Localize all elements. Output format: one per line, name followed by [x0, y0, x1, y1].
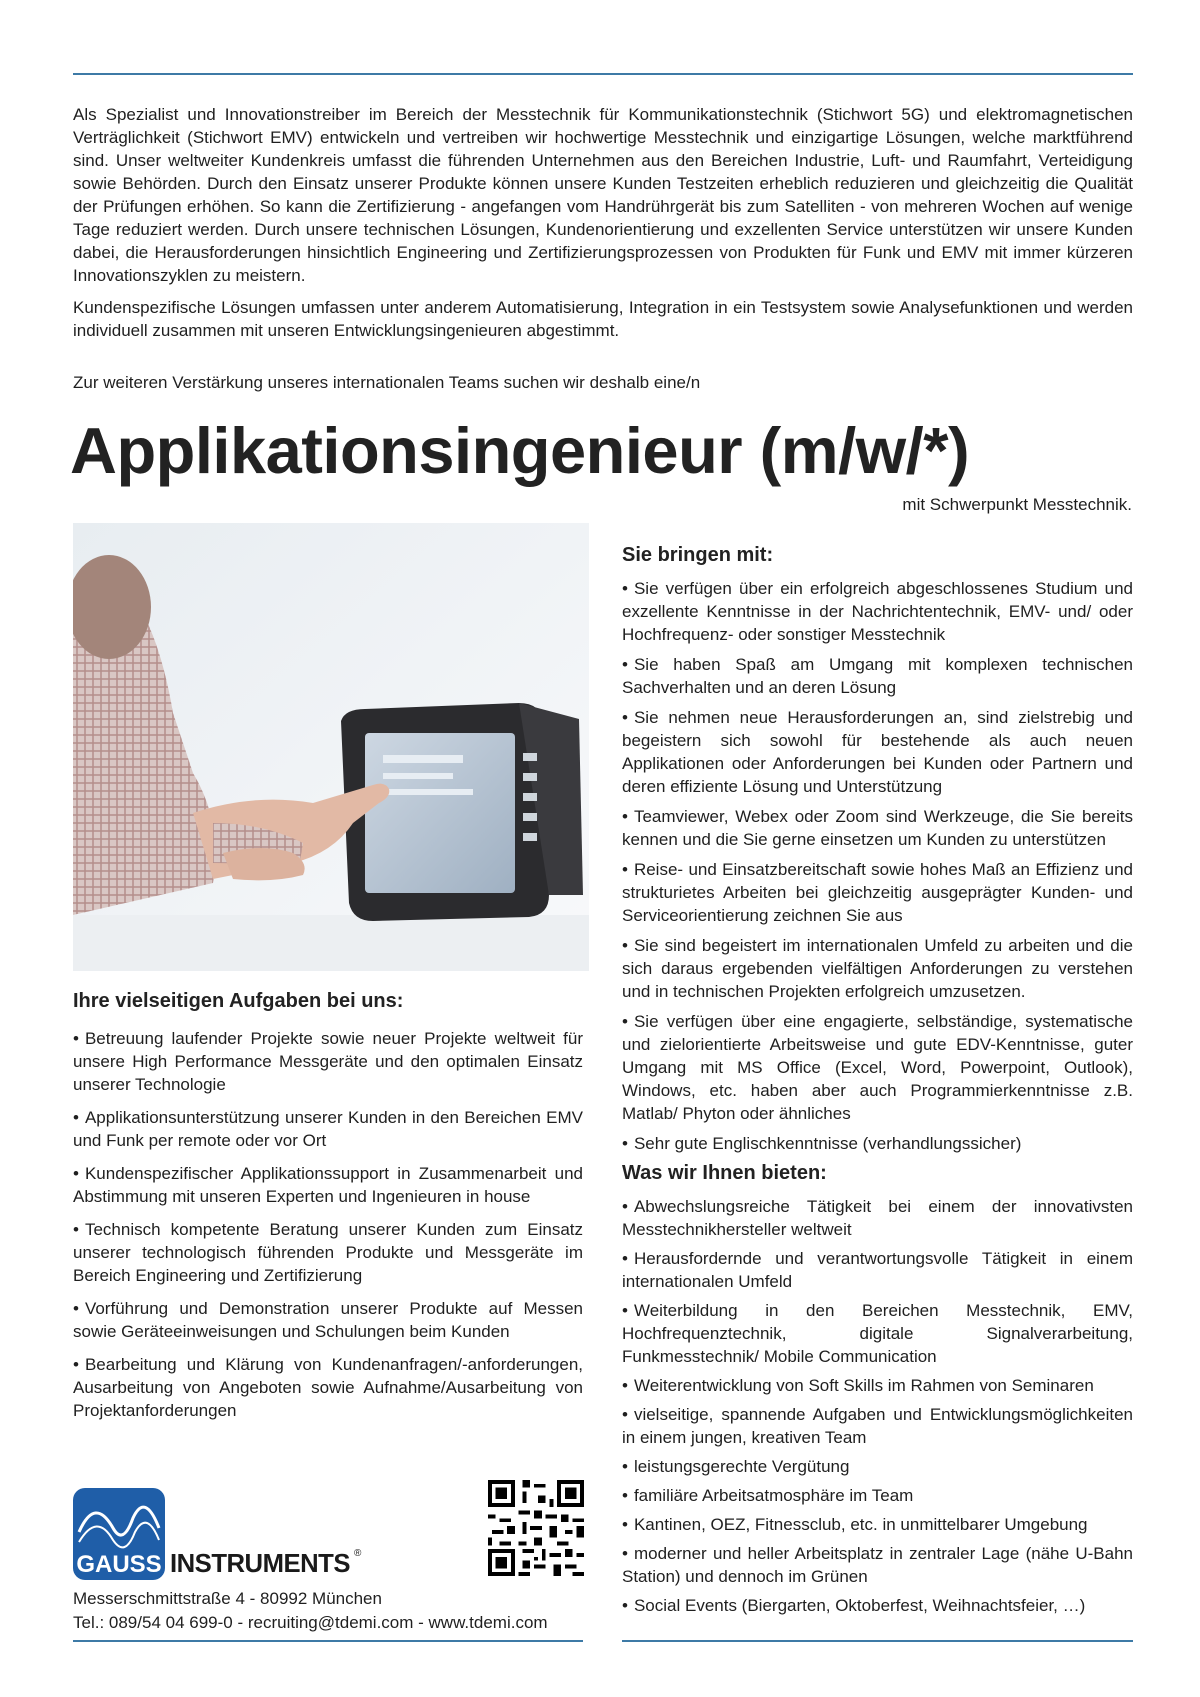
list-item: • moderner und heller Arbeitsplatz in zentraler Lage (nähe U-Bahn Station) und dennoch im Grünen [622, 1542, 1133, 1588]
tasks-section [73, 990, 583, 1432]
qr-code [488, 1480, 584, 1576]
registered-mark: ® [354, 1548, 362, 1559]
tasks-heading: Ihre vielseitigen Aufgaben bei uns: [73, 990, 404, 1012]
lead-sentence: Zur weiteren Verstärkung unseres internationalen Teams suchen wir deshalb eine/n [73, 373, 701, 392]
company-contact [73, 1587, 548, 1635]
list-item: • Weiterbildung in den Bereichen Messtechnik, EMV, Hochfrequenztechnik, digitale Signalverarbeitung, Funkmesstechnik/ Mobile Communication [622, 1299, 1133, 1368]
job-subtitle: mit Schwerpunkt Messtechnik. [902, 495, 1132, 514]
list-item: • Reise- und Einsatzbereitschaft sowie hohes Maß an Effizienz und strukturietes Arbeiten bei gleichzeitig ausgeprägter Kunden- und Serviceorientierung zeichnen Sie aus [622, 858, 1133, 927]
intro-paragraph-2: Kundenspezifische Lösungen umfassen unter anderem Automatisierung, Integration in ein Testsystem sowie Analysefunktionen und werden individuell zusammen mit unseren Entwicklungsingenieuren abgestimmt. [73, 298, 1133, 340]
list-item: • familiäre Arbeitsatmosphäre im Team [622, 1484, 1133, 1507]
list-item: • Sie verfügen über ein erfolgreich abgeschlossenes Studium und exzellente Kenntnisse in der Nachrichtentechnik, EMV- und/ oder Hochfrequenz- oder sonstiger Messtechnik [622, 577, 1133, 646]
logo-word-gauss: GAUSS [76, 1551, 162, 1578]
offer-heading: Was wir Ihnen bieten: [622, 1162, 827, 1184]
requirements-and-offer [622, 544, 1133, 1623]
list-item: • Kantinen, OEZ, Fitnessclub, etc. in unmittelbarer Umgebung [622, 1513, 1133, 1536]
list-item: • Weiterentwicklung von Soft Skills im Rahmen von Seminaren [622, 1374, 1133, 1397]
company-address: Messerschmittstraße 4 - 80992 München [73, 1589, 382, 1608]
tasks-list [73, 1027, 583, 1422]
offer-list [622, 1195, 1133, 1617]
engineer-illustration [73, 523, 589, 971]
list-item: • Social Events (Biergarten, Oktoberfest, Weihnachtsfeier, …) [622, 1594, 1133, 1617]
list-item: • Kundenspezifischer Applikationssupport in Zusammenarbeit und Abstimmung mit unseren Experten und Ingenieuren in house [73, 1162, 583, 1208]
company-phone-email-web: Tel.: 089/54 04 699-0 - recruiting@tdemi.com - www.tdemi.com [73, 1613, 548, 1632]
qr-code-graphic [488, 1480, 584, 1576]
list-item: • vielseitige, spannende Aufgaben und Entwicklungsmöglichkeiten in einem jungen, kreativen Team [622, 1403, 1133, 1449]
bottom-divider-left [73, 1640, 583, 1642]
requirements-list [622, 577, 1133, 1155]
list-item: • Sehr gute Englischkenntnisse (verhandlungssicher) [622, 1132, 1133, 1155]
list-item: • Herausfordernde und verantwortungsvolle Tätigkeit in einem internationalen Umfeld [622, 1247, 1133, 1293]
list-item: • Vorführung und Demonstration unserer Produkte auf Messen sowie Geräteeinweisungen und Schulungen beim Kunden [73, 1297, 583, 1343]
company-logo [73, 1488, 373, 1580]
list-item: • Betreuung laufender Projekte sowie neuer Projekte weltweit für unsere High Performance Messgeräte und den optimalen Einsatz unserer Technologie [73, 1027, 583, 1096]
list-item: • Sie nehmen neue Herausforderungen an, sind zielstrebig und begeistern sich sowohl für bestehende als auch neuen Applikationen oder Anforderungen bei Kunden oder Partnern und deren effiziente Lösung und Unterstützung [622, 706, 1133, 798]
engineer-photo [73, 523, 589, 971]
list-item: • Abwechslungsreiche Tätigkeit bei einem der innovativsten Messtechnikhersteller weltweit [622, 1195, 1133, 1241]
logo-word-instruments: INSTRUMENTS [170, 1548, 351, 1578]
list-item: • Sie haben Spaß am Umgang mit komplexen technischen Sachverhalten und an deren Lösung [622, 653, 1133, 699]
bottom-divider-right [622, 1640, 1133, 1642]
list-item: • Applikationsunterstützung unserer Kunden in den Bereichen EMV und Funk per remote oder vor Ort [73, 1106, 583, 1152]
top-divider [73, 73, 1133, 75]
list-item: • Teamviewer, Webex oder Zoom sind Werkzeuge, die Sie bereits kennen und die Sie gerne einsetzen um Kunden zu unterstützen [622, 805, 1133, 851]
job-title: Applikationsingenieur (m/w/*) [70, 414, 970, 487]
list-item: • Bearbeitung und Klärung von Kundenanfragen/-anforderungen, Ausarbeitung von Angeboten sowie Aufnahme/Ausarbeitung von Projektanforderungen [73, 1353, 583, 1422]
list-item: • Technisch kompetente Beratung unserer Kunden zum Einsatz unserer technologisch führenden Produkte und Messgeräte im Bereich Engineering und Zertifizierung [73, 1218, 583, 1287]
list-item: • Sie sind begeistert im internationalen Umfeld zu arbeiten und die sich daraus ergebenden vielfältigen Anforderungen zu verstehen und in technischen Projekten erfolgreich umzusetzen. [622, 934, 1133, 1003]
requirements-heading: Sie bringen mit: [622, 544, 774, 566]
gauss-logo-mark [73, 1488, 373, 1580]
intro-paragraph-1: Als Spezialist und Innovationstreiber im Bereich der Messtechnik für Kommunikationstechnik (Stichwort 5G) und elektromagnetischen Verträglichkeit (Stichwort EMV) entwickeln und vertreiben wir hochwertige Messtechnik und einzigartige Lösungen, welche marktführend sind. Unser weltweiter Kundenkreis umfasst die führenden Unternehmen aus den Bereichen Industrie, Luft- und Raumfahrt, Verteidigung sowie Behörden. Durch den Einsatz unserer Produkte können unsere Kunden Testzeiten erheblich reduzieren und gleichzeitig die Qualität der Prüfungen erhöhen. So kann die Zertifizierung - angefangen vom Handrührgerät bis zum Satelliten - von mehreren Wochen auf wenige Tage reduziert werden. Durch unsere technischen Lösungen, Kundenorientierung und exzellenten Service unterstützen wir unsere Kunden dabei, die Herausforderungen hinsichtlich Engineering und Zertifizierungsprozessen von Produkten für Funk und EMV mit immer kürzeren Innovationszyklen zu meistern. [73, 105, 1133, 285]
list-item: • Sie verfügen über eine engagierte, selbständige, systematische und zielorientierte Arbeitsweise und gute EDV-Kenntnisse, guter Umgang mit MS Office (Excel, Word, Powerpoint, Outlook), Windows, etc. haben aber auch Programmierkenntnisse z.B. Matlab/ Phyton oder ähnliches [622, 1010, 1133, 1125]
list-item: • leistungsgerechte Vergütung [622, 1455, 1133, 1478]
company-intro [73, 103, 1133, 351]
